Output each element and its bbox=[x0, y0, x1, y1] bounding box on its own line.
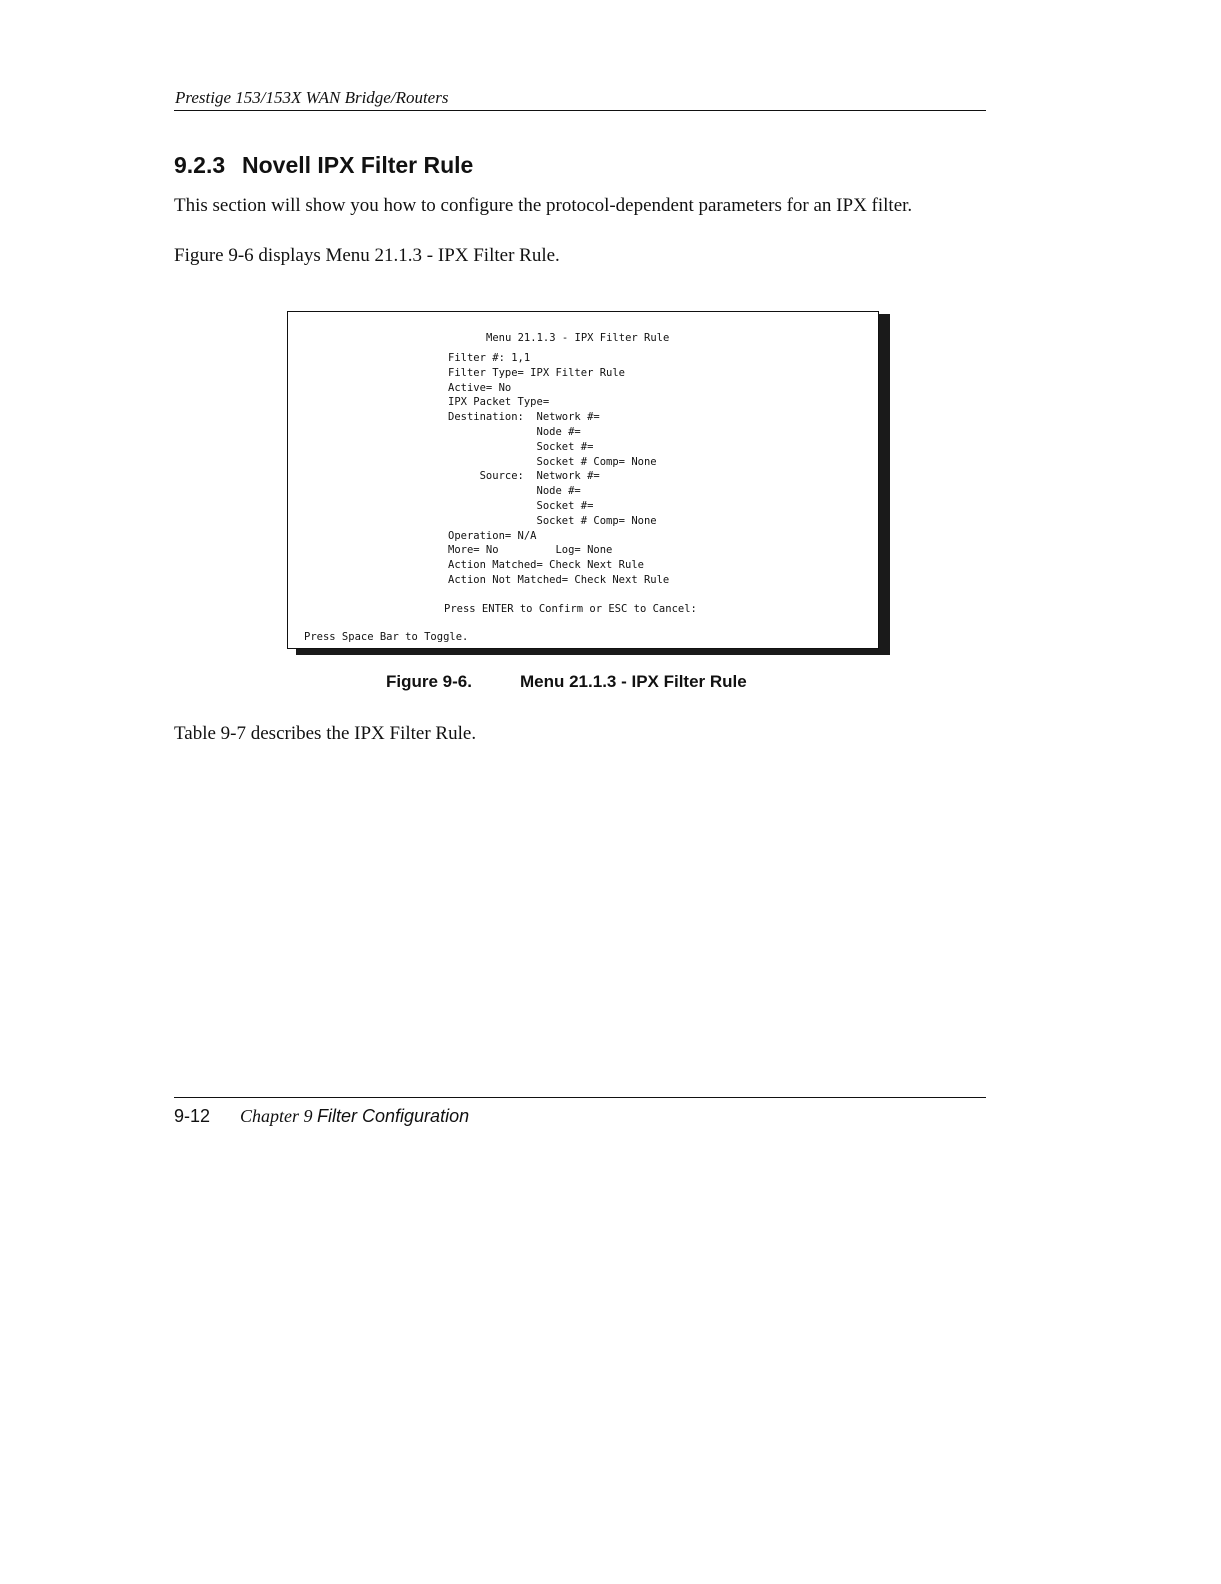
screen-shadow-right bbox=[879, 314, 890, 655]
menu-status-line: Press Space Bar to Toggle. bbox=[304, 631, 469, 643]
footer-chapter-title: Filter Configuration bbox=[317, 1106, 470, 1126]
table-reference-paragraph: Table 9-7 describes the IPX Filter Rule. bbox=[174, 723, 477, 744]
figure-caption bbox=[386, 672, 747, 692]
intro-paragraph: This section will show you how to configure the protocol-dependent parameters for an IPX filter. bbox=[174, 195, 913, 216]
menu-confirm-prompt: Press ENTER to Confirm or ESC to Cancel: bbox=[444, 603, 697, 615]
menu-title: Menu 21.1.3 - IPX Filter Rule bbox=[486, 332, 670, 344]
section-title: Novell IPX Filter Rule bbox=[242, 152, 474, 178]
footer-divider bbox=[174, 1097, 986, 1098]
figure-number: Figure 9-6. bbox=[386, 672, 472, 691]
section-number: 9.2.3 bbox=[174, 152, 226, 178]
page-footer bbox=[174, 1106, 469, 1127]
menu-fields: Filter #: 1,1 Filter Type= IPX Filter Rule Active= No IPX Packet Type= Destination: Network #= Node #= Socket #= Socket # Comp= None Source: Network #= Node #= Socket #= Socket # Comp= None Operation= N/A More= No Log= None Action Matched= Check Next Rule Action Not Matched= Check Next Rule bbox=[448, 352, 670, 586]
running-header: Prestige 153/153X WAN Bridge/Routers bbox=[175, 88, 449, 107]
header-divider bbox=[174, 110, 986, 111]
section-heading bbox=[174, 152, 473, 179]
page-number: 9-12 bbox=[174, 1106, 211, 1126]
screen-shadow-bottom bbox=[296, 648, 890, 655]
footer-chapter-label: Chapter 9 bbox=[240, 1106, 313, 1126]
figure-title: Menu 21.1.3 - IPX Filter Rule bbox=[520, 672, 747, 691]
figure-reference-paragraph: Figure 9-6 displays Menu 21.1.3 - IPX Filter Rule. bbox=[174, 245, 560, 266]
